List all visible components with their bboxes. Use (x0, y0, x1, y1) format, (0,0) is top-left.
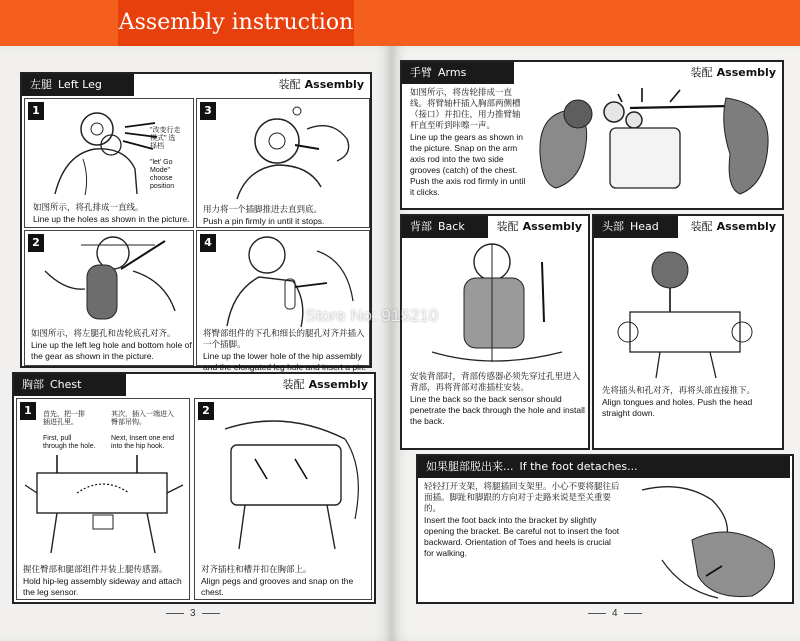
arms-header: 手臂 Arms (402, 62, 514, 84)
step-1-mode-note: "改变行走 模式" 选 择档 "let' Go Mode" choose position (150, 127, 181, 190)
back-caption-en: Line the back so the back sensor should penetrate the back through the hole and install the back. (410, 394, 585, 426)
chest-note-next: 其次，插入一端进入 臀部吊钩。 Next, Insert one end into the hip hook. (111, 411, 175, 450)
step-3-caption-cn: 用力将一个插脚推进去直到底。 (203, 205, 323, 215)
step-3-caption-en: Push a pin firmly in until it stops. (203, 216, 325, 226)
arms-section (400, 60, 784, 210)
chest-step-2-caption-cn: 对齐插柱和槽并扣在胸部上。 (201, 565, 312, 575)
chest-step-2-caption-en: Align pegs and grooves and snap on the chest. (201, 576, 354, 597)
foot-caption-cn: 轻轻打开支架，将腿插回支架里。小心不要将腿往后面插。脚趾和脚跟的方向对于走路来说是至关重要的。 (424, 482, 620, 514)
leg-sensor-illustration (17, 445, 191, 557)
head-caption-cn: 先将插头和孔对齐，再将头部直接推下。 (602, 386, 756, 396)
page-number-left: 3 (160, 608, 226, 619)
back-assembly-label: 装配 Assembly (496, 220, 582, 233)
head-caption-en: Align tongues and holes. Push the head straight down. (602, 397, 753, 418)
step-1-caption-en: Line up the holes as shown in the picture. (33, 214, 190, 224)
step-number: 1 (28, 102, 44, 120)
step-2-caption-cn: 如图所示，将左腿孔和齿轮底孔对齐。 (31, 329, 176, 339)
arms-assembly-label: 装配 Assembly (690, 66, 776, 79)
arms-caption-en: Line up the gears as shown in the picture. Snap on the arm axis rod into the two side grooves (catch) of the chest. Push the axis rod firmly in until it clicks. (410, 132, 526, 197)
chest-header: 胸部 Chest (14, 374, 126, 396)
left-leg-step-2 (24, 230, 194, 366)
step-1-caption-cn: 如图所示，将孔排成一直线。 (33, 203, 144, 213)
top-banner (0, 0, 800, 46)
step-number: 1 (20, 402, 36, 420)
foot-header: 如果腿部脱出来... If the foot detaches... (418, 456, 790, 478)
back-caption-cn: 安装背部时，背部传感器必须先穿过孔里进入背部，再将背部对准插柱安装。 (410, 372, 581, 393)
leg-hole-illustration (25, 231, 195, 331)
left-page (0, 46, 392, 641)
chest-step-1-caption-cn: 握住臀部和腿部组件并装上腿传感器。 (23, 565, 168, 575)
foot-bracket-illustration (622, 480, 792, 602)
step-number: 4 (200, 234, 216, 252)
chest-step-2 (194, 398, 372, 600)
foot-section (416, 454, 794, 604)
chest-note-first: 首先，把一排 插进孔里。 First, pull through the hole. (43, 411, 96, 450)
left-leg-assembly-label: 装配 Assembly (278, 78, 364, 91)
back-header: 背部 Back (402, 216, 488, 238)
chest-step-1 (16, 398, 190, 600)
chest-section (12, 372, 376, 604)
step-4-caption-cn: 将臀部组件的下孔和细长的腿孔对齐并插入一个插脚。 (203, 329, 365, 350)
pin-push-illustration (197, 99, 371, 204)
chest-step-1-caption-en: Hold hip-leg assembly sideway and attach the leg sensor. (23, 576, 182, 597)
left-leg-step-1 (24, 98, 194, 228)
step-2-caption-en: Line up the left leg hole and bottom hole of the gear as shown in the picture. (31, 340, 192, 361)
step-number: 2 (28, 234, 44, 252)
back-section (400, 214, 590, 450)
head-section (592, 214, 784, 450)
chest-snap-illustration (195, 399, 373, 559)
left-leg-step-4 (196, 230, 370, 372)
page-number-right: 4 (582, 608, 648, 619)
arm-gears-illustration (530, 84, 782, 208)
store-watermark: Store No: 915210 (305, 306, 439, 325)
foot-caption-en: Insert the foot back into the bracket by slightly opening the bracket. Be careful not to insert the foot backward. Orientation of Toes and heels is crucial for walking. (424, 515, 620, 558)
step-4-caption-en: Line up the lower hole of the hip assembly and the elongated leg hole and insert a pin. (203, 351, 367, 372)
head-attach-illustration (600, 242, 780, 380)
left-leg-step-3 (196, 98, 370, 228)
right-page (392, 46, 800, 641)
step-number: 2 (198, 402, 214, 420)
head-assembly-label: 装配 Assembly (690, 220, 776, 233)
arms-caption-cn: 如图所示，将齿轮排成一直线。将臂轴杆插入胸部两侧槽（接口）并扣住，用力推臂轴杆直至听到咔嚓一声。 (410, 88, 521, 131)
left-leg-header: 左腿 Left Leg (22, 74, 134, 96)
step-number: 3 (200, 102, 216, 120)
head-header: 头部 Head (594, 216, 678, 238)
chest-assembly-label: 装配 Assembly (282, 378, 368, 391)
banner-title: Assembly instruction (118, 0, 354, 46)
